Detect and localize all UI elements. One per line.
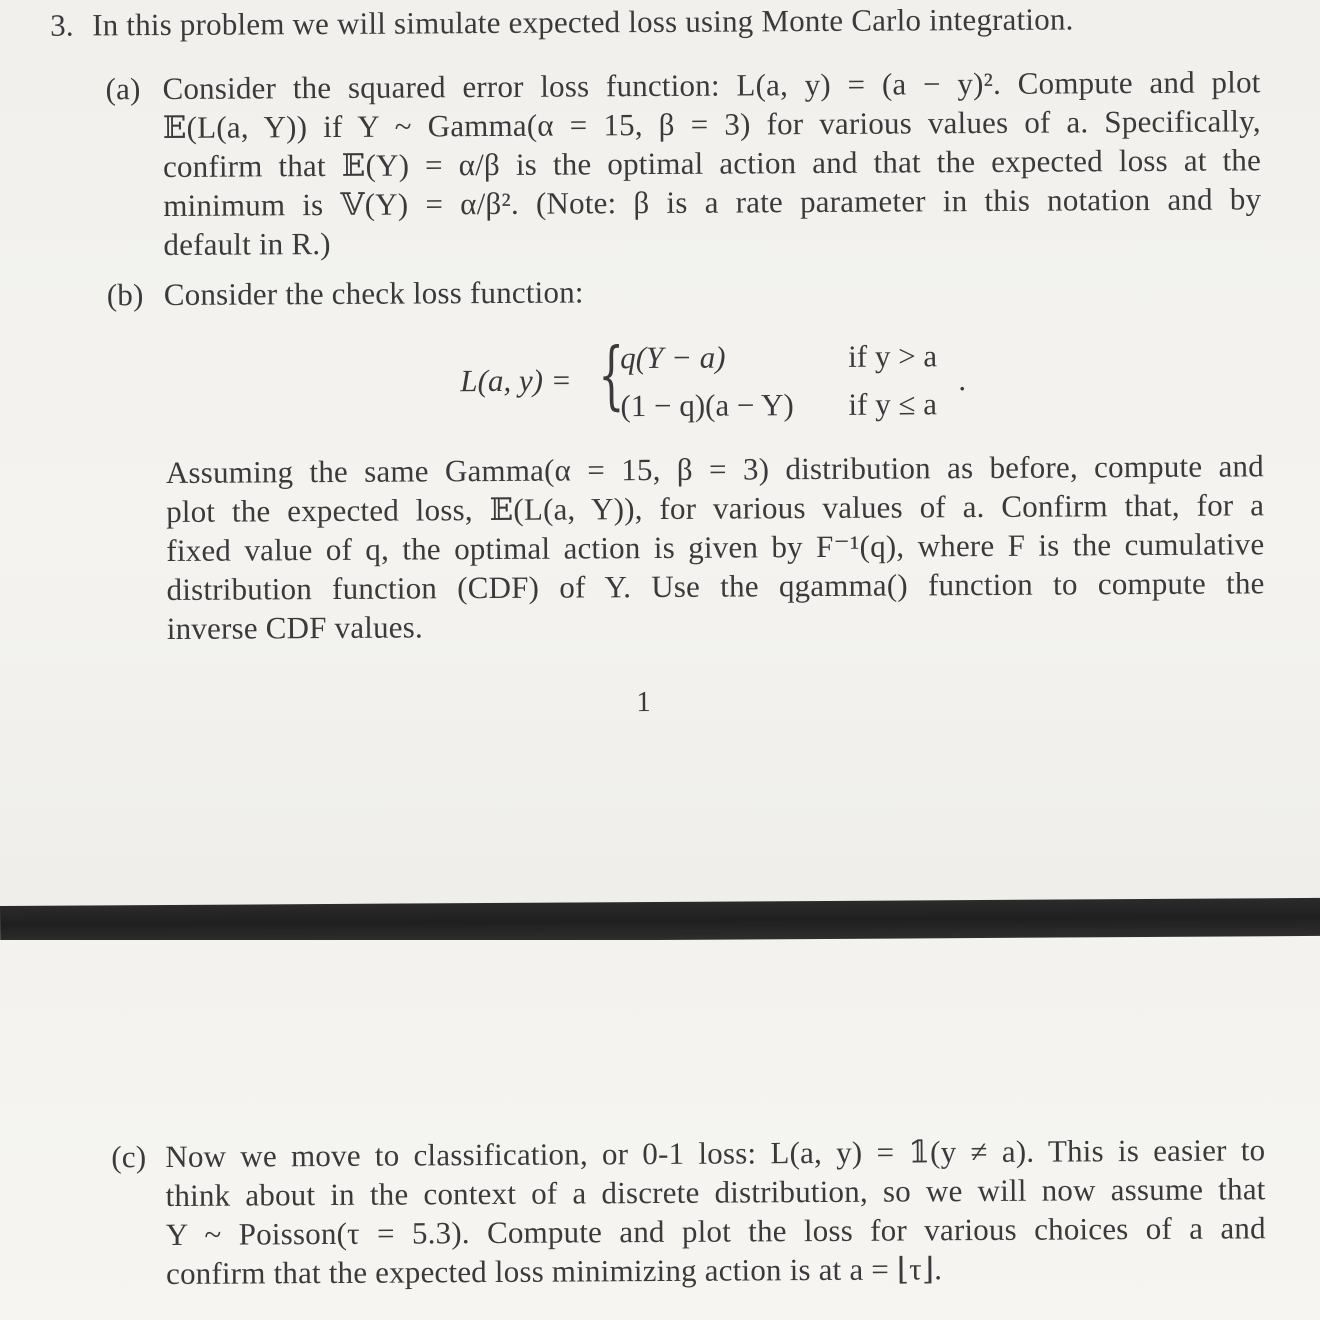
part-b-line-4: distribution function (CDF) of Y. Use the qgamma() function to compute the [166, 565, 1265, 607]
page-number: 1 [636, 686, 651, 719]
case-1-condition: if y > a [848, 338, 938, 374]
part-a-line-3: confirm that 𝔼(Y) = α/β is the optimal action and that the expected loss at the [162, 142, 1262, 185]
part-b-line-2: plot the expected loss, 𝔼(L(a, Y)), for various values of a. Confirm that, for a [166, 487, 1265, 529]
part-c-line-4: confirm that the expected loss minimizing action is at a = ⌊τ⌋. [165, 1251, 943, 1291]
part-b-line-3: fixed value of q, the optimal action is given by F⁻¹(q), where F is the cumulative [166, 526, 1265, 568]
part-b-intro: Consider the check loss function: [163, 274, 584, 313]
part-c-line-1: Now we move to classification, or 0-1 loss: L(a, y) = 𝟙(y ≠ a). This is easier to [165, 1132, 1266, 1174]
part-b-line-1: Assuming the same Gamma(α = 15, β = 3) distribution as before, compute and [165, 448, 1264, 490]
case-2-expression: (1 − q)(a − Y) [620, 387, 794, 424]
part-a-line-4: minimum is 𝕍(Y) = α/β². (Note: β is a rate parameter in this notation and by [163, 181, 1262, 224]
problem-number: 3. [50, 7, 74, 43]
part-a-line-1: Consider the squared error loss function: L(a, y) = (a − y)². Compute and plot [162, 64, 1261, 107]
equation-lhs: L(a, y) = [460, 362, 572, 399]
part-a-line-2: 𝔼(L(a, Y)) if Y ~ Gamma(α = 15, β = 3) for various values of a. Specifically, [162, 103, 1261, 146]
part-c-label: (c) [111, 1139, 147, 1175]
case-1-expression: q(Y − a) [620, 339, 726, 376]
left-brace-icon: { [598, 332, 625, 419]
problem-intro: In this problem we will simulate expected loss using Monte Carlo integration. [92, 1, 1074, 43]
part-c-line-2: think about in the context of a discrete distribution, so we will now assume that [165, 1171, 1266, 1213]
part-b-label: (b) [106, 277, 144, 313]
part-b-line-5: inverse CDF values. [166, 609, 424, 646]
part-c-line-3: Y ~ Poisson(τ = 5.3). Compute and plot the loss for various choices of a and [165, 1210, 1266, 1252]
part-a-label: (a) [105, 71, 141, 107]
part-a-line-5: default in R.) [163, 225, 331, 263]
equation-end-period: . [958, 362, 967, 398]
lower-page-content [0, 932, 1320, 1320]
case-2-condition: if y ≤ a [848, 386, 938, 422]
